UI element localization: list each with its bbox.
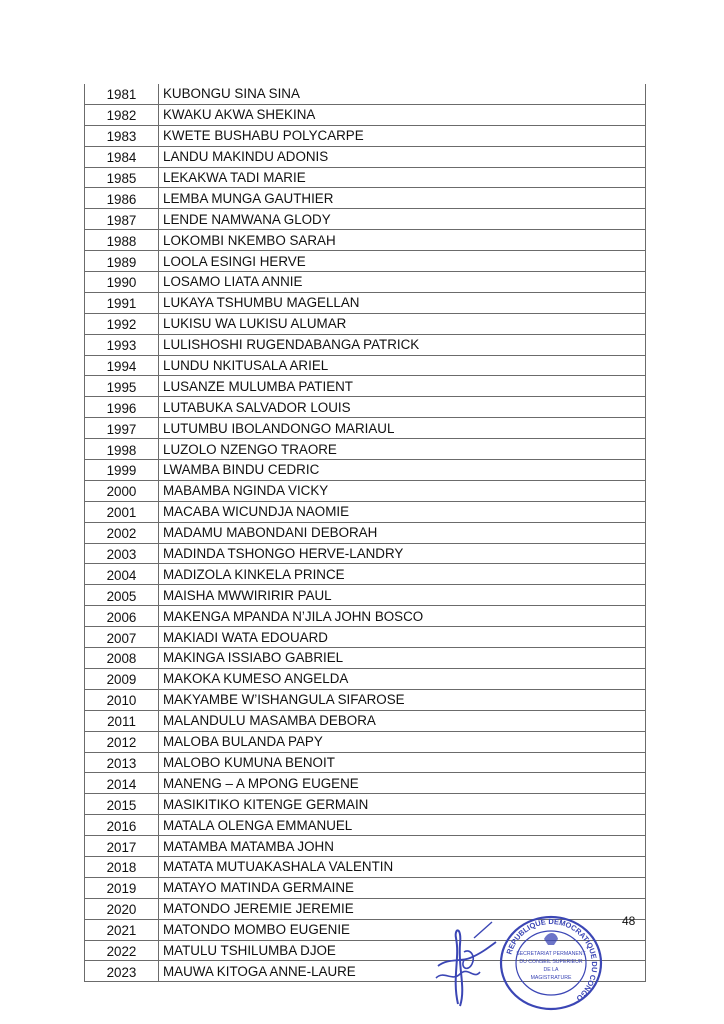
row-number: 2022 <box>85 940 159 961</box>
table-row <box>85 418 646 439</box>
table-row <box>85 877 646 898</box>
row-name: MACABA WICUNDJA NAOMIE <box>159 501 646 522</box>
seal-emblem-icon <box>544 933 558 945</box>
row-number: 2006 <box>85 606 159 627</box>
row-name: LENDE NAMWANA GLODY <box>159 209 646 230</box>
row-name: MAKYAMBE W’ISHANGULA SIFAROSE <box>159 689 646 710</box>
table-row <box>85 230 646 251</box>
row-name: MATAMBA MATAMBA JOHN <box>159 836 646 857</box>
table-row <box>85 313 646 334</box>
row-name: KWETE BUSHABU POLYCARPE <box>159 125 646 146</box>
seal-line4: MAGISTRATURE <box>530 975 572 981</box>
table-row <box>85 773 646 794</box>
table-row <box>85 501 646 522</box>
row-number: 1999 <box>85 460 159 481</box>
table-row <box>85 84 646 104</box>
row-number: 2014 <box>85 773 159 794</box>
table-row <box>85 836 646 857</box>
row-name: MALOBO KUMUNA BENOIT <box>159 752 646 773</box>
row-number: 2018 <box>85 856 159 877</box>
seal-line1: SECRETARIAT PERMANENT <box>516 951 586 957</box>
official-seal <box>496 913 606 1013</box>
row-name: LOSAMO LIATA ANNIE <box>159 272 646 293</box>
row-number: 2016 <box>85 815 159 836</box>
seal-line3: DE LA <box>543 967 559 973</box>
row-number: 2005 <box>85 585 159 606</box>
row-name: MATATA MUTUAKASHALA VALENTIN <box>159 856 646 877</box>
table-row <box>85 251 646 272</box>
row-number: 2009 <box>85 668 159 689</box>
table-row <box>85 376 646 397</box>
row-number: 2020 <box>85 898 159 919</box>
row-number: 1985 <box>85 167 159 188</box>
row-number: 2008 <box>85 648 159 669</box>
row-name: KWAKU AKWA SHEKINA <box>159 104 646 125</box>
table-row <box>85 292 646 313</box>
table-row <box>85 522 646 543</box>
row-name: MAUWA KITOGA ANNE-LAURE <box>159 961 646 982</box>
row-number: 1984 <box>85 146 159 167</box>
page-number: 48 <box>622 914 636 928</box>
row-number: 1996 <box>85 397 159 418</box>
row-name: MADAMU MABONDANI DEBORAH <box>159 522 646 543</box>
row-number: 1993 <box>85 334 159 355</box>
table-row <box>85 480 646 501</box>
row-name: LEMBA MUNGA GAUTHIER <box>159 188 646 209</box>
table-row <box>85 815 646 836</box>
row-number: 2010 <box>85 689 159 710</box>
row-number: 2012 <box>85 731 159 752</box>
row-number: 1982 <box>85 104 159 125</box>
row-number: 2019 <box>85 877 159 898</box>
row-number: 2023 <box>85 961 159 982</box>
table-row <box>85 125 646 146</box>
row-number: 1995 <box>85 376 159 397</box>
table-row <box>85 564 646 585</box>
table-row <box>85 585 646 606</box>
row-name: MADIZOLA KINKELA PRINCE <box>159 564 646 585</box>
table-row <box>85 272 646 293</box>
row-name: MATONDO MOMBO EUGENIE <box>159 919 646 940</box>
row-name: LUKISU WA LUKISU ALUMAR <box>159 313 646 334</box>
row-number: 1991 <box>85 292 159 313</box>
table-row <box>85 606 646 627</box>
row-number: 1988 <box>85 230 159 251</box>
row-name: MATALA OLENGA EMMANUEL <box>159 815 646 836</box>
row-number: 2004 <box>85 564 159 585</box>
table-row <box>85 668 646 689</box>
row-number: 1987 <box>85 209 159 230</box>
table-row <box>85 627 646 648</box>
table-row <box>85 731 646 752</box>
row-name: MASIKITIKO KITENGE GERMAIN <box>159 794 646 815</box>
table-row <box>85 543 646 564</box>
seal-line2: DU CONSEIL SUPERIEUR <box>519 959 583 965</box>
row-name: LWAMBA BINDU CEDRIC <box>159 460 646 481</box>
row-number: 2000 <box>85 480 159 501</box>
row-name: MAKOKA KUMESO ANGELDA <box>159 668 646 689</box>
row-name: MAKENGA MPANDA N’JILA JOHN BOSCO <box>159 606 646 627</box>
row-name: LOKOMBI NKEMBO SARAH <box>159 230 646 251</box>
row-name: MATAYO MATINDA GERMAINE <box>159 877 646 898</box>
names-table <box>84 84 646 982</box>
table-row <box>85 856 646 877</box>
row-number: 2017 <box>85 836 159 857</box>
seal-outer-text: REPUBLIQUE DEMOCRATIQUE DU CONGO <box>504 916 600 1003</box>
table-row <box>85 355 646 376</box>
row-number: 2021 <box>85 919 159 940</box>
table-row <box>85 439 646 460</box>
row-number: 1994 <box>85 355 159 376</box>
row-name: LOOLA ESINGI HERVE <box>159 251 646 272</box>
row-name: MABAMBA NGINDA VICKY <box>159 480 646 501</box>
table-row <box>85 710 646 731</box>
table-row <box>85 188 646 209</box>
row-number: 2001 <box>85 501 159 522</box>
table-row <box>85 334 646 355</box>
row-number: 1989 <box>85 251 159 272</box>
row-name: LEKAKWA TADI MARIE <box>159 167 646 188</box>
row-number: 2013 <box>85 752 159 773</box>
row-name: LUNDU NKITUSALA ARIEL <box>159 355 646 376</box>
row-name: MANENG – A MPONG EUGENE <box>159 773 646 794</box>
row-name: LUKAYA TSHUMBU MAGELLAN <box>159 292 646 313</box>
row-name: MATONDO JEREMIE JEREMIE <box>159 898 646 919</box>
row-name: LUTABUKA SALVADOR LOUIS <box>159 397 646 418</box>
row-number: 2003 <box>85 543 159 564</box>
table-row <box>85 460 646 481</box>
row-name: MATULU TSHILUMBA DJOE <box>159 940 646 961</box>
table-row <box>85 648 646 669</box>
row-number: 2011 <box>85 710 159 731</box>
row-number: 1998 <box>85 439 159 460</box>
row-number: 1997 <box>85 418 159 439</box>
row-number: 1992 <box>85 313 159 334</box>
table-row <box>85 794 646 815</box>
table-row <box>85 167 646 188</box>
table-body <box>85 84 646 982</box>
row-name: MAKIADI WATA EDOUARD <box>159 627 646 648</box>
table-row <box>85 146 646 167</box>
row-name: KUBONGU SINA SINA <box>159 84 646 104</box>
table-row <box>85 397 646 418</box>
row-number: 2007 <box>85 627 159 648</box>
row-name: LANDU MAKINDU ADONIS <box>159 146 646 167</box>
table-row <box>85 209 646 230</box>
row-number: 2002 <box>85 522 159 543</box>
row-name: LUSANZE MULUMBA PATIENT <box>159 376 646 397</box>
row-name: MAISHA MWWIRIRIR PAUL <box>159 585 646 606</box>
row-name: MALANDULU MASAMBA DEBORA <box>159 710 646 731</box>
row-name: MALOBA BULANDA PAPY <box>159 731 646 752</box>
row-number: 1983 <box>85 125 159 146</box>
row-number: 1986 <box>85 188 159 209</box>
table-row <box>85 689 646 710</box>
row-number: 2015 <box>85 794 159 815</box>
row-number: 1990 <box>85 272 159 293</box>
row-name: LUTUMBU IBOLANDONGO MARIAUL <box>159 418 646 439</box>
row-number: 1981 <box>85 84 159 104</box>
table-row <box>85 104 646 125</box>
row-name: LULISHOSHI RUGENDABANGA PATRICK <box>159 334 646 355</box>
table-row <box>85 752 646 773</box>
row-name: LUZOLO NZENGO TRAORE <box>159 439 646 460</box>
row-name: MADINDA TSHONGO HERVE-LANDRY <box>159 543 646 564</box>
row-name: MAKINGA ISSIABO GABRIEL <box>159 648 646 669</box>
